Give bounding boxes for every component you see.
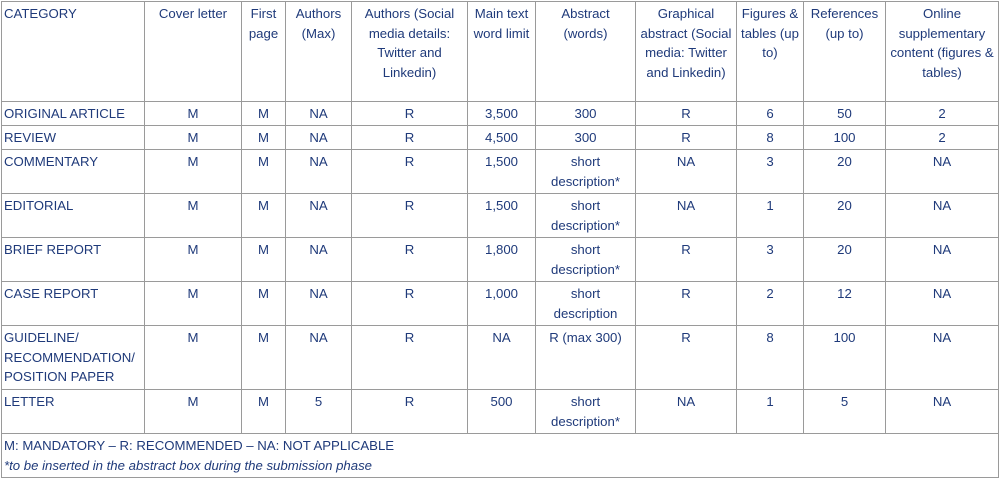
cell-authors-social-media: R <box>352 326 468 390</box>
header-abstract-words: Abstract (words) <box>536 2 636 102</box>
cell-figures-tables: 6 <box>737 102 804 126</box>
header-first-page: First page <box>242 2 286 102</box>
cell-first-page: M <box>242 326 286 390</box>
cell-first-page: M <box>242 238 286 282</box>
cell-category: LETTER <box>2 390 145 434</box>
table-row <box>2 390 999 434</box>
cell-category: COMMENTARY <box>2 150 145 194</box>
cell-cover-letter: M <box>145 238 242 282</box>
footer-row <box>2 434 999 478</box>
cell-main-text-word-limit: 1,800 <box>468 238 536 282</box>
cell-cover-letter: M <box>145 194 242 238</box>
cell-category: ORIGINAL ARTICLE <box>2 102 145 126</box>
cell-main-text-word-limit: 500 <box>468 390 536 434</box>
cell-first-page: M <box>242 390 286 434</box>
cell-first-page: M <box>242 126 286 150</box>
cell-abstract-words: short description <box>536 282 636 326</box>
cell-authors-max: NA <box>286 282 352 326</box>
table-row <box>2 326 999 390</box>
cell-graphical-abstract: NA <box>636 150 737 194</box>
header-online-supplementary: Online supplementary content (figures & tables) <box>886 2 999 102</box>
legend-text: M: MANDATORY – R: RECOMMENDED – NA: NOT APPLICABLE <box>4 438 395 453</box>
cell-abstract-words: short description* <box>536 238 636 282</box>
cell-abstract-words: R (max 300) <box>536 326 636 390</box>
cell-authors-max: NA <box>286 194 352 238</box>
table-footer <box>2 434 999 478</box>
submission-requirements-table <box>1 1 999 478</box>
table-row <box>2 282 999 326</box>
cell-category: CASE REPORT <box>2 282 145 326</box>
cell-references: 20 <box>804 194 886 238</box>
cell-online-supplementary: NA <box>886 238 999 282</box>
cell-cover-letter: M <box>145 282 242 326</box>
cell-authors-social-media: R <box>352 194 468 238</box>
cell-authors-max: NA <box>286 102 352 126</box>
cell-authors-social-media: R <box>352 126 468 150</box>
cell-authors-social-media: R <box>352 282 468 326</box>
cell-graphical-abstract: NA <box>636 390 737 434</box>
table-row <box>2 238 999 282</box>
header-row <box>2 2 999 102</box>
cell-figures-tables: 3 <box>737 150 804 194</box>
cell-main-text-word-limit: 4,500 <box>468 126 536 150</box>
cell-authors-max: NA <box>286 126 352 150</box>
cell-figures-tables: 8 <box>737 326 804 390</box>
cell-graphical-abstract: R <box>636 282 737 326</box>
header-main-text-word-limit: Main text word limit <box>468 2 536 102</box>
cell-authors-social-media: R <box>352 150 468 194</box>
cell-cover-letter: M <box>145 390 242 434</box>
header-authors-max: Authors (Max) <box>286 2 352 102</box>
cell-graphical-abstract: R <box>636 238 737 282</box>
table-row <box>2 126 999 150</box>
cell-authors-social-media: R <box>352 238 468 282</box>
cell-references: 12 <box>804 282 886 326</box>
cell-figures-tables: 1 <box>737 390 804 434</box>
cell-first-page: M <box>242 150 286 194</box>
cell-authors-max: NA <box>286 238 352 282</box>
cell-online-supplementary: 2 <box>886 102 999 126</box>
cell-first-page: M <box>242 102 286 126</box>
cell-references: 100 <box>804 326 886 390</box>
cell-online-supplementary: NA <box>886 326 999 390</box>
cell-first-page: M <box>242 194 286 238</box>
cell-category: GUIDELINE/ RECOMMENDATION/ POSITION PAPER <box>2 326 145 390</box>
cell-main-text-word-limit: NA <box>468 326 536 390</box>
table-row <box>2 194 999 238</box>
header-category: CATEGORY <box>2 2 145 102</box>
cell-main-text-word-limit: 1,000 <box>468 282 536 326</box>
cell-references: 20 <box>804 238 886 282</box>
header-figures-tables: Figures & tables (up to) <box>737 2 804 102</box>
cell-cover-letter: M <box>145 126 242 150</box>
footnote-text: *to be inserted in the abstract box during the submission phase <box>4 457 373 473</box>
cell-abstract-words: 300 <box>536 126 636 150</box>
cell-graphical-abstract: R <box>636 102 737 126</box>
cell-graphical-abstract: R <box>636 126 737 150</box>
cell-online-supplementary: NA <box>886 150 999 194</box>
header-cover-letter: Cover letter <box>145 2 242 102</box>
cell-references: 100 <box>804 126 886 150</box>
cell-figures-tables: 1 <box>737 194 804 238</box>
cell-authors-max: NA <box>286 150 352 194</box>
cell-abstract-words: short description* <box>536 390 636 434</box>
cell-cover-letter: M <box>145 102 242 126</box>
cell-references: 20 <box>804 150 886 194</box>
cell-authors-social-media: R <box>352 390 468 434</box>
cell-figures-tables: 3 <box>737 238 804 282</box>
submission-requirements-table-wrapper <box>1 1 999 478</box>
cell-category: EDITORIAL <box>2 194 145 238</box>
cell-online-supplementary: NA <box>886 390 999 434</box>
cell-online-supplementary: NA <box>886 194 999 238</box>
cell-figures-tables: 8 <box>737 126 804 150</box>
header-authors-social-media: Authors (Social media details: Twitter and Linkedin) <box>352 2 468 102</box>
cell-authors-max: NA <box>286 326 352 390</box>
cell-online-supplementary: NA <box>886 282 999 326</box>
cell-authors-max: 5 <box>286 390 352 434</box>
table-row <box>2 150 999 194</box>
cell-cover-letter: M <box>145 150 242 194</box>
cell-category: BRIEF REPORT <box>2 238 145 282</box>
cell-category: REVIEW <box>2 126 145 150</box>
cell-main-text-word-limit: 3,500 <box>468 102 536 126</box>
header-graphical-abstract: Graphical abstract (Social media: Twitter and Linkedin) <box>636 2 737 102</box>
cell-main-text-word-limit: 1,500 <box>468 150 536 194</box>
table-row <box>2 102 999 126</box>
cell-references: 5 <box>804 390 886 434</box>
cell-main-text-word-limit: 1,500 <box>468 194 536 238</box>
cell-abstract-words: short description* <box>536 150 636 194</box>
cell-online-supplementary: 2 <box>886 126 999 150</box>
header-references: References (up to) <box>804 2 886 102</box>
cell-cover-letter: M <box>145 326 242 390</box>
cell-references: 50 <box>804 102 886 126</box>
cell-authors-social-media: R <box>352 102 468 126</box>
cell-graphical-abstract: R <box>636 326 737 390</box>
cell-figures-tables: 2 <box>737 282 804 326</box>
cell-abstract-words: short description* <box>536 194 636 238</box>
cell-first-page: M <box>242 282 286 326</box>
cell-graphical-abstract: NA <box>636 194 737 238</box>
cell-abstract-words: 300 <box>536 102 636 126</box>
